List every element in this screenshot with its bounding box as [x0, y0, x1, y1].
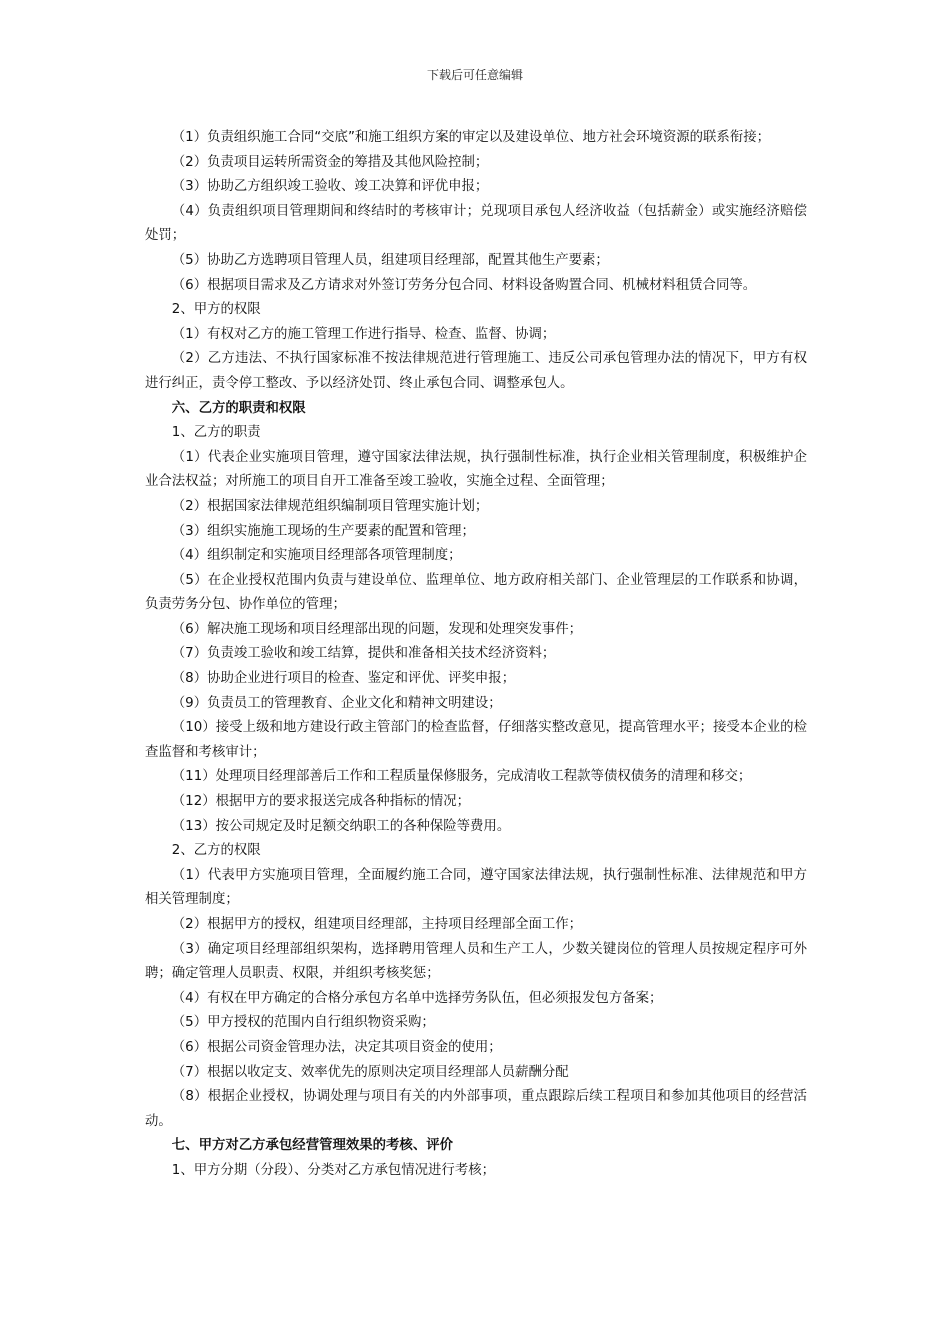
paragraph: （4）组织制定和实施项目经理部各项管理制度； — [171, 548, 462, 564]
document-body — [145, 126, 807, 1184]
paragraph: （2）乙方违法、不执行国家标准不按法律规范进行管理施工、违反公司承包管理办法的情况下，甲方有权进行纠正，责令停工整改、予以经济处罚、终止承包合同、调整承包人。 — [145, 351, 807, 391]
section-heading: 六、乙方的职责和权限 — [171, 400, 306, 416]
paragraph: 2、乙方的权限 — [171, 843, 261, 859]
paragraph: （7）负责竣工验收和竣工结算，提供和准备相关技术经济资料； — [171, 646, 556, 662]
paragraph: （4）有权在甲方确定的合格分承包方名单中选择劳务队伍，但必须报发包方备案； — [171, 990, 663, 1006]
paragraph: （2）负责项目运转所需资金的筹措及其他风险控制； — [171, 154, 489, 170]
page-header: 下载后可任意编辑 — [426, 68, 523, 82]
paragraph: （6）解决施工现场和项目经理部出现的问题，发现和处理突发事件； — [171, 621, 583, 637]
paragraph: 2、甲方的权限 — [171, 302, 261, 318]
paragraph: 1、乙方的职责 — [171, 425, 261, 441]
paragraph: （5）在企业授权范围内负责与建设单位、监理单位、地方政府相关部门、企业管理层的工作联系和协调，负责劳务分包、协作单位的管理； — [145, 572, 807, 613]
paragraph: 1、甲方分期（分段）、分类对乙方承包情况进行考核； — [171, 1162, 495, 1178]
paragraph: （3）确定项目经理部组织架构，选择聘用管理人员和生产工人，少数关键岗位的管理人员按规定程序可外聘；确定管理人员职责、权限，并组织考核奖惩； — [145, 941, 807, 982]
paragraph: （1）负责组织施工合同“交底”和施工组织方案的审定以及建设单位、地方社会环境资源的联系衔接； — [171, 130, 770, 145]
paragraph: （2）根据国家法律规范组织编制项目管理实施计划； — [171, 498, 489, 514]
paragraph: （5）协助乙方选聘项目管理人员，组建项目经理部，配置其他生产要素； — [171, 252, 609, 268]
paragraph: （1）有权对乙方的施工管理工作进行指导、检查、监督、协调； — [171, 326, 556, 342]
paragraph: （1）代表企业实施项目管理，遵守国家法律法规，执行强制性标准，执行企业相关管理制度，积极维护企业合法权益；对所施工的项目自开工准备至竣工验收，实施全过程、全面管理； — [145, 449, 807, 490]
paragraph: （2）根据甲方的授权，组建项目经理部，主持项目经理部全面工作； — [171, 917, 583, 932]
paragraph: （12）根据甲方的要求报送完成各种指标的情况； — [171, 794, 471, 810]
paragraph: （5）甲方授权的范围内自行组织物资采购； — [171, 1015, 435, 1031]
paragraph: （3）协助乙方组织竣工验收、竣工决算和评优申报； — [171, 179, 489, 195]
paragraph: （8）根据企业授权，协调处理与项目有关的内外部事项，重点跟踪后续工程项目和参加其他项目的经营活动。 — [145, 1089, 807, 1129]
paragraph: （9）负责员工的管理教育、企业文化和精神文明建设； — [171, 695, 502, 711]
paragraph: （10）接受上级和地方建设行政主管部门的检查监督，仔细落实整改意见，提高管理水平；接受本企业的检查监督和考核审计； — [145, 720, 807, 760]
paragraph: （3）组织实施施工现场的生产要素的配置和管理； — [171, 523, 475, 539]
paragraph: （13）按公司规定及时足额交纳职工的各种保险等费用。 — [171, 818, 511, 834]
paragraph: （6）根据公司资金管理办法，决定其项目资金的使用； — [171, 1039, 502, 1055]
paragraph: （7）根据以收定支、效率优先的原则决定项目经理部人员薪酬分配 — [171, 1064, 569, 1080]
paragraph: （8）协助企业进行项目的检查、鉴定和评优、评奖申报； — [171, 671, 516, 687]
paragraph: （1）代表甲方实施项目管理，全面履约施工合同，遵守国家法律法规，执行强制性标准、法律规范和甲方相关管理制度； — [145, 867, 807, 908]
paragraph: （11）处理项目经理部善后工作和工程质量保修服务，完成清收工程款等债权债务的清理和移交； — [171, 769, 752, 785]
paragraph: （6）根据项目需求及乙方请求对外签订劳务分包合同、材料设备购置合同、机械材料租赁合同等。 — [171, 277, 757, 293]
paragraph: （4）负责组织项目管理期间和终结时的考核审计；兑现项目承包人经济收益（包括薪金）或实施经济赔偿处罚； — [145, 203, 807, 244]
section-heading: 七、甲方对乙方承包经营管理效果的考核、评价 — [171, 1138, 453, 1154]
